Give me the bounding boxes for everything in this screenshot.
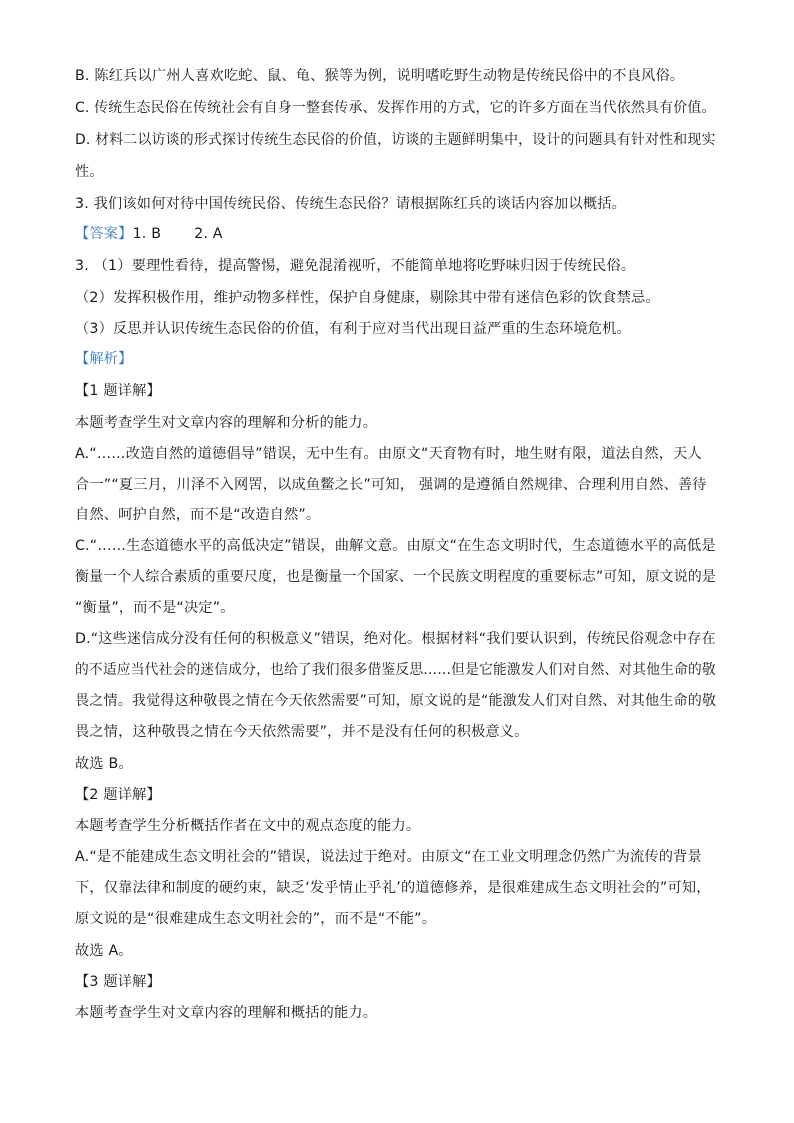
detail-1-d-line2: 的不适应当代社会的迷信成分，也给了我们很多借鉴反思……但是它能激发人们对自然、对其他生命的敬 bbox=[75, 662, 716, 678]
answer-tag: 【答案】 bbox=[75, 226, 133, 242]
detail-3-intro: 本题考查学生对文章内容的理解和概括的能力。 bbox=[75, 1005, 378, 1021]
detail-1-d-line1: D.“这些迷信成分没有任何的积极意义”错误，绝对化。根据材料“我们要认识到，传统民俗观念中存在 bbox=[75, 631, 716, 647]
option-b: B. 陈红兵以广州人喜欢吃蛇、鼠、龟、猴等为例，说明嗜吃野生动物是传统民俗中的不良风俗。 bbox=[75, 68, 685, 84]
option-c: C. 传统生态民俗在传统社会有自身一整套传承、发挥作用的方式，它的许多方面在当代依然具有价值。 bbox=[75, 100, 716, 116]
answer-3-item3: （3）反思并认识传统生态民俗的价值，有利于应对当代出现日益严重的生态环境危机。 bbox=[75, 321, 631, 337]
detail-1-c-line2: 衡量一个人综合素质的重要尺度，也是衡量一个国家、一个民族文明程度的重要标志”可知，原文说的是 bbox=[75, 569, 716, 585]
detail-2-a-line3: 原文说的是“很难建成生态文明社会的”，而不是“不能”。 bbox=[75, 911, 437, 927]
detail-1-c-line3: “衡量”，而不是“决定”。 bbox=[75, 600, 235, 616]
detail-1-a-line2: 合一”“夏三月，川泽不入网罟，以成鱼鳖之长”可知， 强调的是遵循自然规律、合理利用自然、善待 bbox=[75, 477, 707, 493]
detail-1-d-line4: 畏之情，这种敬畏之情在今天依然需要”，并不是没有任何的积极意义。 bbox=[75, 724, 529, 740]
detail-2-a-line1: A.“是不能建成生态文明社会的”错误，说法过于绝对。由原文“在工业文明理念仍然广为流传的背景 bbox=[75, 849, 702, 865]
detail-1-intro: 本题考查学生对文章内容的理解和分析的能力。 bbox=[75, 415, 378, 431]
detail-1-d-line3: 畏之情。我觉得这种敬畏之情在今天依然需要”可知，原文说的是“能激发人们对自然、对其他生命的敬 bbox=[75, 693, 717, 709]
detail-1-a-line1: A.“……改造自然的道德倡导”错误，无中生有。由原文“天育物有时，地生财有限，道法自然，天人 bbox=[75, 446, 702, 462]
answer-row bbox=[75, 224, 223, 244]
option-d-line1: D. 材料二以访谈的形式探讨传统生态民俗的价值，访谈的主题鲜明集中，设计的问题具有针对性和现实 bbox=[75, 132, 716, 148]
detail-1-pick: 故选 B。 bbox=[75, 756, 133, 772]
question-3: 3. 我们该如何对待中国传统民俗、传统生态民俗？请根据陈红兵的谈话内容加以概括。 bbox=[75, 196, 626, 212]
detail-2-pick: 故选 A。 bbox=[75, 943, 133, 959]
detail-2-a-line2: 下，仅靠法律和制度的硬约束，缺乏‘发乎情止乎礼’的道德修养，是很难建成生态文明社会的”可知， bbox=[75, 880, 711, 896]
detail-1-c-line1: C.“……生态道德水平的高低决定”错误，曲解文意。由原文“在生态文明时代，生态道德水平的高低是 bbox=[75, 538, 716, 554]
detail-2-heading: 【2 题详解】 bbox=[75, 787, 161, 803]
detail-2-intro: 本题考查学生分析概括作者在文中的观点态度的能力。 bbox=[75, 818, 421, 834]
detail-3-heading: 【3 题详解】 bbox=[75, 974, 161, 990]
detail-1-a-line3: 自然、呵护自然，而不是“改造自然”。 bbox=[75, 507, 321, 523]
answer-3-item2: （2）发挥积极作用，维护动物多样性，保护自身健康，剔除其中带有迷信色彩的饮食禁忌。 bbox=[75, 290, 660, 306]
detail-1-heading: 【1 题详解】 bbox=[75, 383, 161, 399]
option-d-line2: 性。 bbox=[75, 164, 104, 180]
analysis-tag: 【解析】 bbox=[75, 351, 133, 367]
answer-3-item1: 3. （1）要理性看待，提高警惕，避免混淆视听，不能简单地将吃野味归因于传统民俗。 bbox=[75, 258, 636, 274]
answer-text: 1. B 2. A bbox=[132, 226, 223, 242]
